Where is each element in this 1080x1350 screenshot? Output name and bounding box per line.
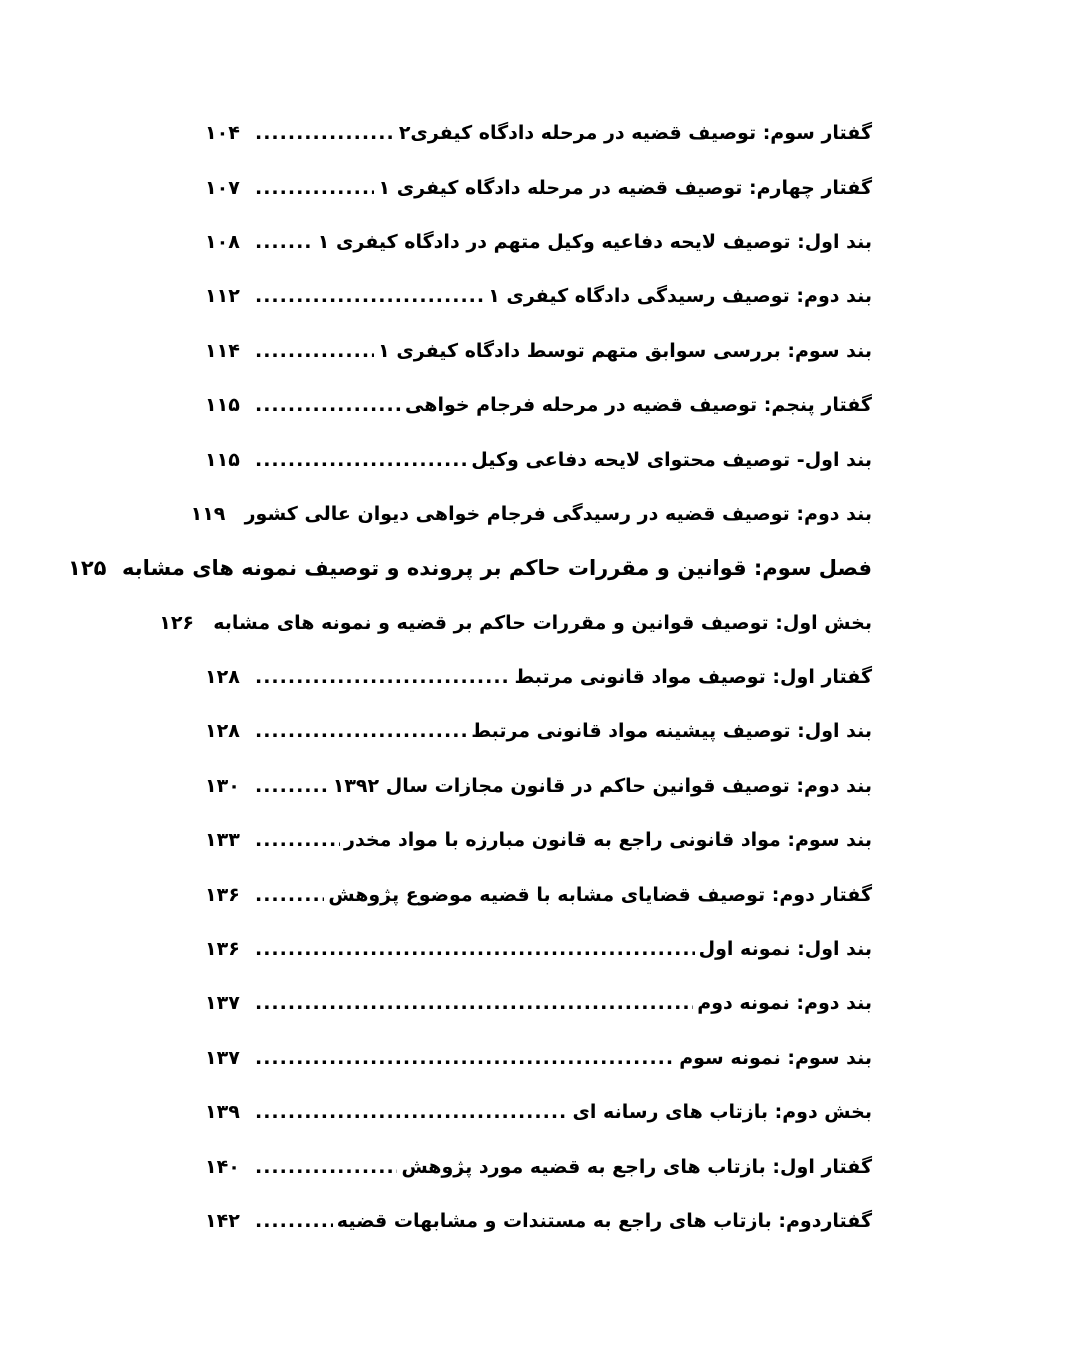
toc-entry-title: فصل سوم: قوانین و مقررات حاکم بر پرونده و توصیف نمونه های مشابه — [122, 556, 872, 581]
dot-leader — [255, 394, 401, 416]
toc-entry-page: ۱۰۷ — [205, 176, 240, 199]
toc-entry-page: ۱۳۷ — [205, 1046, 240, 1069]
toc-entry-page: ۱۳۷ — [205, 992, 240, 1015]
toc-entry-page: ۱۰۴ — [205, 122, 240, 145]
toc-entry — [205, 1139, 872, 1193]
toc-entry — [205, 378, 872, 432]
toc-entry-page: ۱۳۶ — [205, 883, 240, 906]
toc-entry-title: بند سوم: نمونه سوم — [679, 1046, 872, 1069]
toc-entry-page: ۱۱۲ — [205, 285, 240, 308]
toc-entry-page: ۱۲۵ — [68, 556, 107, 581]
toc-entry-page: ۱۱۵ — [205, 394, 240, 417]
toc-entry-title: بند سوم: بررسی سوابق متهم توسط دادگاه کیفری ۱ — [378, 339, 872, 362]
toc-entry-page: ۱۴۲ — [205, 1210, 240, 1232]
toc-entry — [159, 596, 872, 650]
toc-entry-title: بند دوم: توصیف رسیدگی دادگاه کیفری ۱ — [488, 285, 872, 308]
toc-entry — [205, 704, 872, 758]
toc-entry-title: گفتار چهارم: توصیف قضیه در مرحله دادگاه کیفری ۱ — [378, 176, 872, 199]
toc-entry-page: ۱۳۳ — [205, 829, 240, 852]
toc-entry-title: بند اول- توصیف محتوای لایحه دفاعی وکیل — [471, 448, 872, 471]
toc-entry-page: ۱۴۰ — [205, 1155, 240, 1178]
dot-leader — [255, 340, 374, 362]
toc-entry — [205, 160, 872, 214]
toc-entry — [205, 106, 872, 160]
toc-entry-page: ۱۰۸ — [205, 230, 240, 253]
toc-entry — [205, 324, 872, 378]
toc-entry-title: بخش دوم: بازتاب های رسانه ای — [572, 1101, 872, 1124]
dot-leader — [255, 775, 329, 797]
toc-entry-page: ۱۱۴ — [205, 339, 240, 362]
toc-entry — [205, 1085, 872, 1139]
toc-entry-title: بند سوم: مواد قانونی راجع به قانون مبارزه با مواد مخدر — [344, 829, 872, 852]
toc-entry — [205, 813, 872, 867]
dot-leader — [255, 720, 467, 742]
toc-entry-page: ۱۲۸ — [205, 720, 240, 743]
dot-leader — [255, 449, 467, 471]
toc-entry-page: ۱۳۹ — [205, 1101, 240, 1124]
toc-entry-title: بخش اول: توصیف قوانین و مقررات حاکم بر قضیه و نمونه های مشابه — [213, 611, 872, 634]
toc-entry — [205, 1031, 872, 1085]
dot-leader — [255, 231, 314, 253]
toc-entry-page: ۱۳۰ — [205, 774, 240, 797]
dot-leader — [255, 1101, 569, 1123]
dot-leader — [255, 122, 395, 144]
dot-leader — [255, 1047, 675, 1069]
toc-entry-title: گفتار سوم: توصیف قضیه در مرحله دادگاه کیفری۲ — [398, 122, 872, 145]
toc-entry-title: گفتار پنجم: توصیف قضیه در مرحله فرجام خواهی — [405, 394, 872, 417]
toc-entry-page: ۱۲۶ — [159, 611, 195, 634]
toc-entry — [205, 867, 872, 921]
toc-entry — [205, 215, 872, 269]
toc-chapter-entry — [68, 541, 872, 595]
toc-entry-page: ۱۱۵ — [205, 448, 240, 471]
toc-entry-title: بند اول: توصیف لایحه دفاعیه وکیل متهم در دادگاه کیفری ۱ — [317, 230, 872, 253]
toc-entry-title: گفتار اول: بازتاب های راجع به قضیه مورد پژوهش — [401, 1155, 872, 1178]
dot-leader — [255, 992, 693, 1014]
toc-entry — [205, 1194, 872, 1248]
dot-leader — [255, 829, 340, 851]
toc-entry-page: ۱۲۸ — [205, 666, 240, 689]
toc-entry — [205, 650, 872, 704]
table-of-contents — [68, 106, 872, 1248]
dot-leader — [255, 177, 374, 199]
toc-entry-title: گفتار دوم: توصیف قضایای مشابه با قضیه موضوع پژوهش — [328, 883, 872, 906]
dot-leader — [255, 938, 695, 960]
dot-leader — [255, 1210, 333, 1232]
toc-entry-title: بند اول: توصیف پیشینه مواد قانونی مرتبط — [471, 720, 872, 743]
dot-leader — [255, 1156, 397, 1178]
toc-entry-title: بند اول: نمونه اول — [698, 938, 872, 961]
dot-leader — [255, 285, 484, 307]
toc-entry-page: ۱۱۹ — [190, 502, 226, 525]
toc-entry-title: بند دوم: توصیف قوانین حاکم در قانون مجازات سال ۱۳۹۲ — [332, 774, 872, 797]
dot-leader — [255, 884, 324, 906]
toc-entry — [205, 922, 872, 976]
toc-entry — [205, 432, 872, 486]
toc-entry — [205, 759, 872, 813]
dot-leader — [255, 666, 510, 688]
toc-entry-title: بند دوم: نمونه دوم — [697, 992, 872, 1015]
toc-entry-title: بند دوم: توصیف قضیه در رسیدگی فرجام خواهی دیوان عالی کشور — [244, 502, 872, 525]
toc-entry — [205, 976, 872, 1030]
toc-entry-title: گفتار اول: توصیف مواد قانونی مرتبط — [514, 666, 872, 689]
toc-entry — [205, 269, 872, 323]
toc-entry-page: ۱۳۶ — [205, 938, 240, 961]
toc-entry — [190, 487, 872, 541]
toc-entry-title: گفتاردوم: بازتاب های راجع به مستندات و مشابهات قضیه — [336, 1210, 872, 1232]
